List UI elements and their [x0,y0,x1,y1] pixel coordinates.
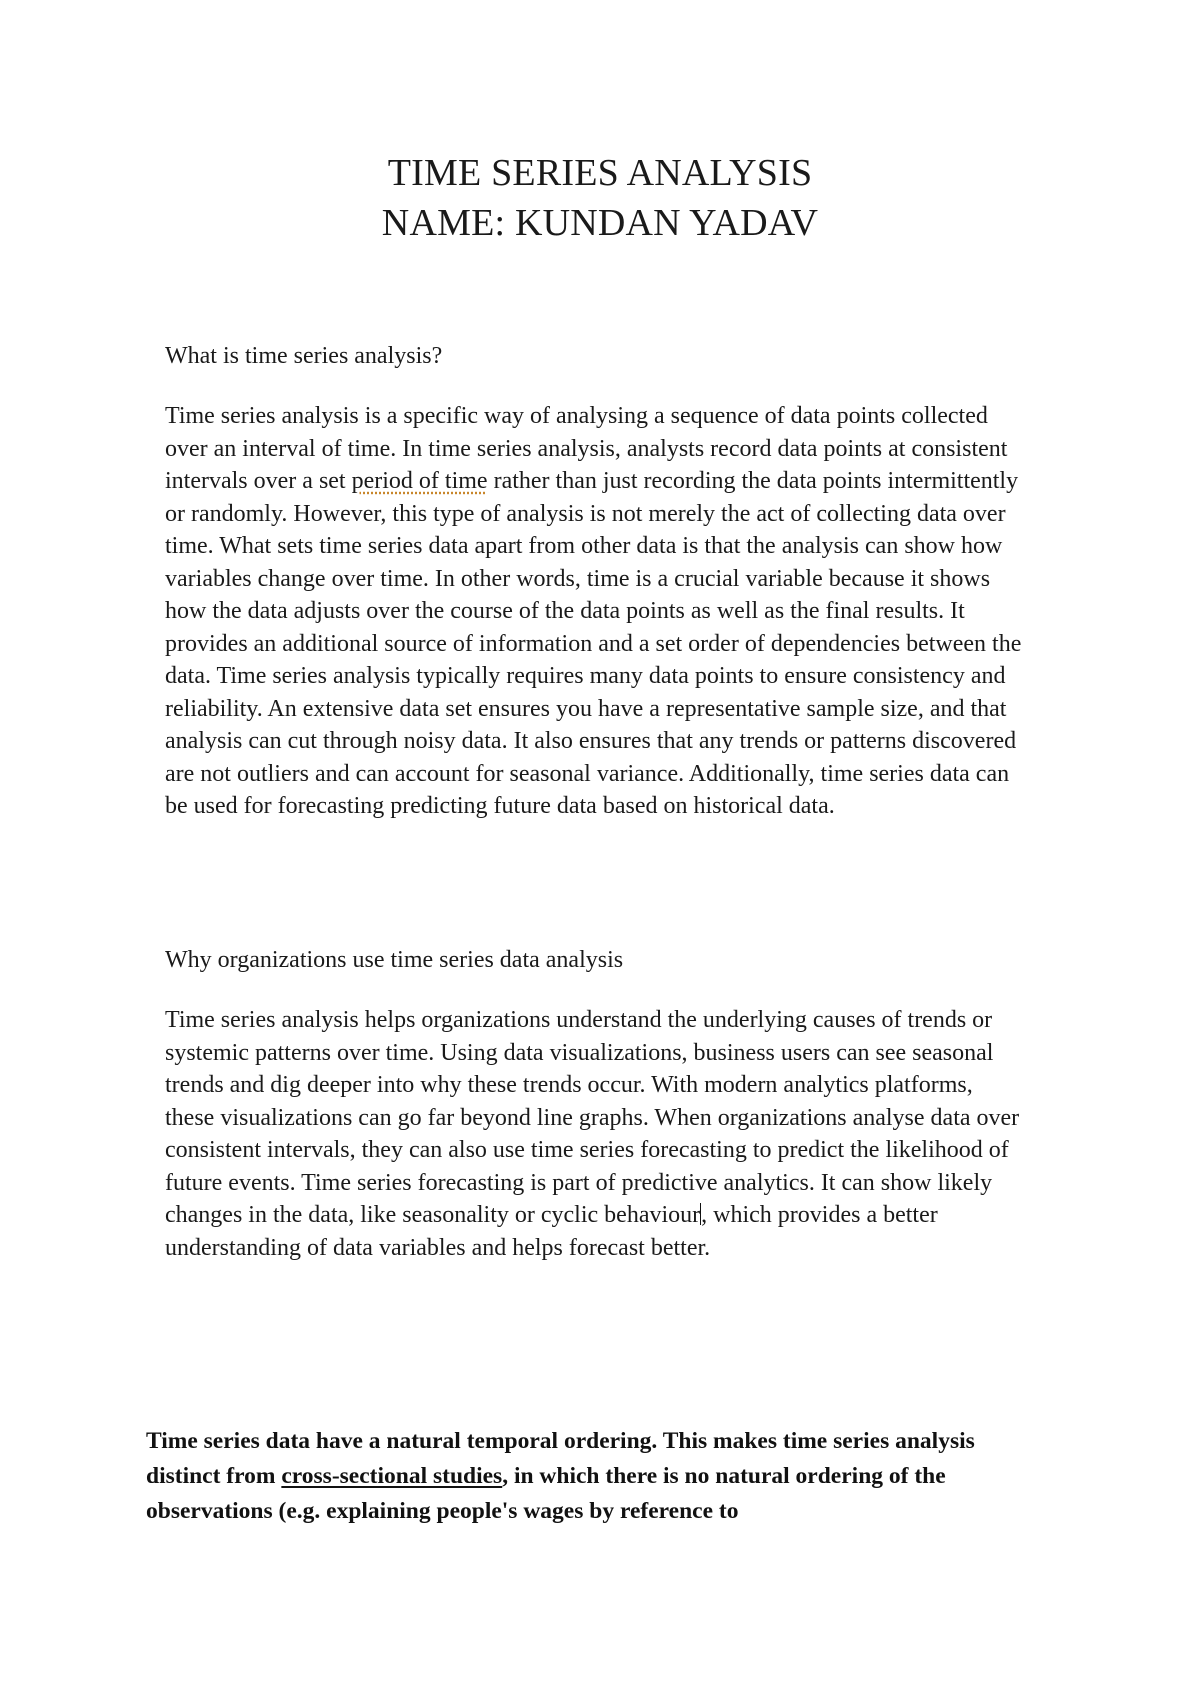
section-heading-why-organizations: Why organizations use time series data analysis [165,947,624,973]
paragraph-text: , in which there is no natural ordering of the observations (e.g. explaining people's wages by reference to [146,1463,946,1524]
paragraph-what-is [165,400,1025,823]
paragraph-text: rather than just recording the data points intermittently or randomly. However, this type of analysis is not merely the act of collecting data over time. What sets time series data apart from other data is that the analysis can show how variables change over time. In other words, time is a crucial variable because it shows how the data adjusts over the course of the data points as well as the final results. It provides an additional source of information and a set order of dependencies between the data. Time series analysis typically requires many data points to ensure consistency and reliability. An extensive data set ensures you have a representative sample size, and that analysis can cut through noisy data. It also ensures that any trends or patterns discovered are not outliers and can account for seasonal variance. Additionally, time series data can be used for forecasting predicting future data based on historical data. [165,468,1022,819]
grammar-flagged-phrase[interactable]: period of time [351,468,488,494]
paragraph-why-organizations [165,1004,1025,1264]
section-heading-what-is: What is time series analysis? [165,343,443,369]
author-name-line: NAME: KUNDAN YADAV [381,202,819,244]
paragraph-text: Time series data have a natural temporal ordering. This makes time series analysis distinct from [146,1428,975,1489]
paragraph-text: Time series analysis helps organizations understand the underlying causes of trends or systemic patterns over time. Using data visualizations, business users can see seasonal trends and dig deeper into why these trends occur. With modern analytics platforms, these visualizations can go far beyond line graphs. When organizations analyse data over consistent intervals, they can also use time series forecasting to predict the likelihood of future events. Time series forecasting is part of predictive analytics. It can show likely changes in the data, like seasonality or cyclic behaviour [165,1007,1020,1228]
document-title [0,148,1200,248]
cross-sectional-studies-link[interactable]: cross-sectional studies [281,1463,503,1489]
paragraph-temporal-ordering [146,1424,1046,1529]
title-line-1: TIME SERIES ANALYSIS [387,152,813,194]
paragraph-text: , which provides a better understanding of data variables and helps forecast better. [165,1202,938,1261]
paragraph-text: Time series analysis is a specific way of analysing a sequence of data points collected over an interval of time. In time series analysis, analysts record data points at consistent intervals over a set [165,403,1008,494]
